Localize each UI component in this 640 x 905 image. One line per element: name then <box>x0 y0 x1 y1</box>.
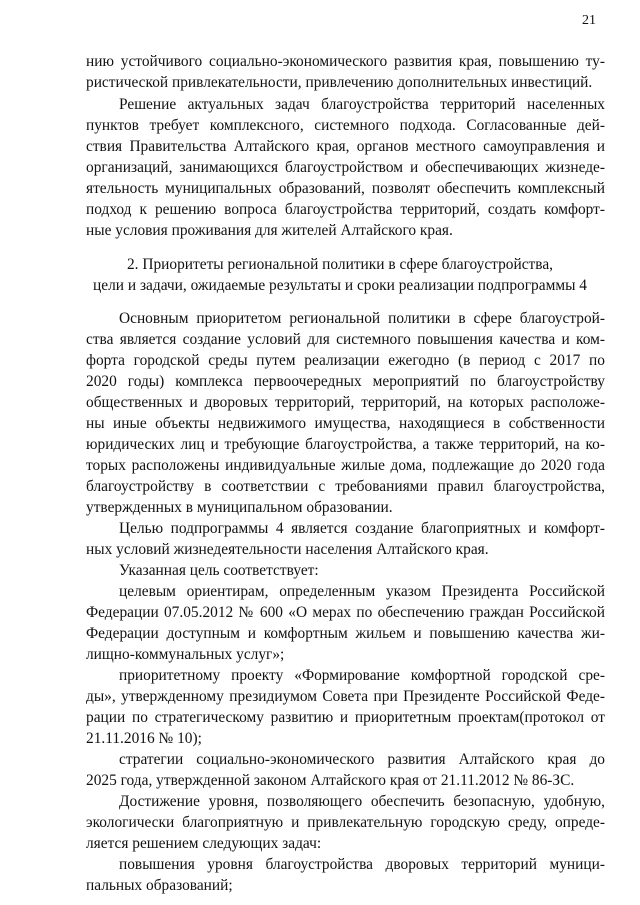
text-line: ствия Правительства Алтайского края, органов местного самоуправления и <box>86 138 605 155</box>
text-line: ляется решением следующих задач: <box>86 835 322 852</box>
text-line: лищно-коммунальных услуг»; <box>86 646 285 663</box>
text-line: ных условий жизнедеятельности населения Алтайского края. <box>86 541 489 558</box>
text-line: 2020 годы) комплекса первоочередных мероприятий по благоустройству <box>86 373 605 390</box>
text-line: ные условия проживания для жителей Алтайского края. <box>86 222 453 239</box>
text-line: ства является создание условий для системного повышения качества и ком- <box>86 331 605 348</box>
text-line: 21.11.2016 № 10); <box>86 730 202 747</box>
text-line: 2025 года, утвержденной законом Алтайского края от 21.11.2012 № 86-ЗС. <box>86 772 575 789</box>
text-line: Решение актуальных задач благоустройства территорий населенных <box>119 96 605 113</box>
text-line: Целью подпрограммы 4 является создание благоприятных и комфорт- <box>119 520 605 537</box>
text-line: ды», утвержденному президиумом Совета при Президенте Российской Феде- <box>86 688 605 705</box>
text-line: Федерации доступным и комфортным жильем и повышению качества жи- <box>86 625 605 642</box>
text-line: ны иные объекты недвижимого имущества, находящиеся в собственности <box>86 415 605 432</box>
text-line: нию устойчивого социально-экономического развития края, повышению ту- <box>86 53 605 70</box>
text-line: утвержденных в муниципальном образовании. <box>86 499 393 516</box>
text-line: ристической привлекательности, привлечению дополнительных инвестиций. <box>86 74 593 91</box>
text-line: цели и задачи, ожидаемые результаты и сроки реализации подпрограммы 4 <box>93 277 587 294</box>
text-line: юридических лиц и требующие благоустройства, а также территорий, на ко- <box>86 436 605 453</box>
text-line: торых расположены индивидуальные жилые дома, подлежащие до 2020 года <box>86 457 605 474</box>
text-line: Указанная цель соответствует: <box>119 562 319 579</box>
text-line: общественных и дворовых территорий, территорий, на которых расположе- <box>86 394 605 411</box>
text-line: Федерации 07.05.2012 № 600 «О мерах по обеспечению граждан Российской <box>86 604 605 621</box>
text-line: благоустройству в соответствии с требованиями правил благоустройства, <box>86 478 605 495</box>
text-line: форта городской среды путем реализации ежегодно (в период с 2017 по <box>86 352 605 369</box>
text-line: стратегии социально-экономического развития Алтайского края до <box>119 751 605 768</box>
text-line: подход к решению вопроса благоустройства территорий, создать комфорт- <box>86 201 605 218</box>
text-line: Достижение уровня, позволяющего обеспечить безопасную, удобную, <box>119 793 605 810</box>
text-line: ятельность муниципальных образований, позволят обеспечить комплексный <box>86 180 605 197</box>
text-line: повышения уровня благоустройства дворовых территорий муници- <box>119 856 605 873</box>
text-line: пунктов требует комплексного, системного подхода. Согласованные дей- <box>86 117 605 134</box>
text-line: пальных образований; <box>86 877 233 894</box>
text-line: экологически благоприятную и привлекательную городскую среду, опреде- <box>86 814 605 831</box>
text-line: организаций, занимающихся благоустройством и обеспечивающих жизнеде- <box>86 159 605 176</box>
text-line: Основным приоритетом региональной политики в сфере благоустрой- <box>119 310 605 327</box>
text-line: рации по стратегическому развитию и приоритетным проектам(протокол от <box>86 709 605 726</box>
text-line: 2. Приоритеты региональной политики в сфере благоустройства, <box>126 256 554 273</box>
page-number: 21 <box>582 13 596 28</box>
text-line: целевым ориентирам, определенным указом Президента Российской <box>119 583 605 600</box>
text-line: приоритетному проекту «Формирование комфортной городской сре- <box>119 667 605 684</box>
